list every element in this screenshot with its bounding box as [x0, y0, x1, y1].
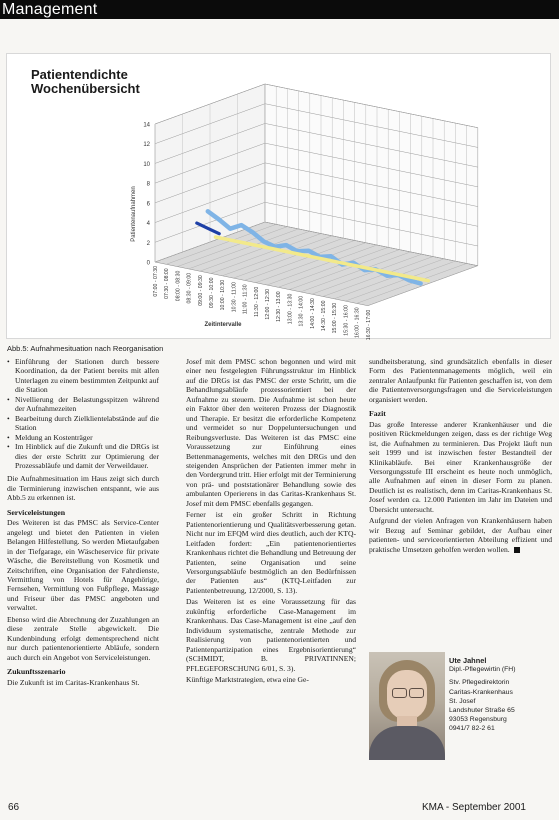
paragraph — [369, 516, 552, 554]
paragraph: Künftige Marktstrategien, etwa eine Ge- — [186, 674, 309, 684]
x-tick-label: 12:00 - 12:30 — [265, 289, 271, 320]
paragraph: Josef mit dem PMSC schon begonnen und wird mit einer neu festgelegten Führungsstruktur im Hinblick auf die DRGs ist das PMSC der erste Schritt, um die Behandlungsabläufe prozessorientiert bei der Aufnahme zu steuern. Die Aufnahme ist schon heute ein Faktor über den weiteren Prozess der Diagnostik und Therapie. Er besitzt die erforderliche Kompetenz und vermeidet so nur Doppeluntersuchungen und Reibungsverluste. Das Weiteren ist das PMSC eine Voraussetzung zur Einführung eines Bettenmanagements, welches mit den DRGs und den steigenden Ansprüchen der Patienten immer mehr in den Vordergrund tritt. Hier erfolgt mit der Terminierung von prä- und poststationärer Behandlung sowie des ambulanten Operierens in das Caritas-Krankenhaus St. Josef mit dem PMSC ebenfalls gegangen. — [186, 357, 356, 508]
chart-figure — [6, 53, 551, 339]
bullet-item: • Bearbeitung durch Zielklientelabstände auf die Station — [7, 414, 159, 433]
y-tick-label: 10 — [143, 161, 150, 168]
x-tick-label: 14:00 - 14:30 — [309, 298, 316, 329]
paragraph: Das große Interesse anderer Krankenhäuser und die positiven Rückmeldungen zeigen, dass es der richtige Weg ist, die Aufnahmen zu terminieren. Das Projekt läuft nun seit 1999 und ist inzwischen fester Bestandteil der Klinikabläufe. Bei einer Krankenhausgröße der Versorgungsstufe III erscheint es heute noch unmöglich, alle Aufnahmen auf einen in dieser Form zu planen. Deutlich ist es realistisch, denn im Caritas-Krankenhaus St. Josef werden ca. 12.000 Patienten im Jahr im Dateien und Übersicht untersucht. — [369, 419, 552, 514]
paragraph-text: Aufgrund der vielen Anfragen von Krankenhäusern haben wir Bezug auf Seminar gebildet, der Aufbau einer patienten- und serviceorientierten Abteilung effizient und praktische Umsetzen geholfen werden wollen. — [369, 516, 552, 554]
paragraph: Die Zukunft ist im Caritas-Krankenhaus St. — [7, 677, 140, 687]
x-tick-label: 11:30 - 12:00 — [253, 286, 260, 317]
y-axis-title: Patientenaufnahmen — [131, 186, 137, 242]
y-tick-label: 12 — [143, 142, 150, 149]
author-line: 93053 Regensburg — [449, 716, 507, 724]
paragraph: sundheitsberatung, sind grundsätzlich ebenfalls in dieser Form des Patientenmanagements möglich, weil ein zentraler Anlaufpunkt für Patienten geschaffen ist, von dem die Patientenversorgungsfragen und die Serviceleistungen organisiert werden. — [369, 357, 552, 404]
x-tick-label: 16:30 - 17:00 — [365, 309, 372, 340]
paragraph: Das Weiteren ist es eine Voraussetzung für das zukünftig erforderliche Case-Management im Krankenhaus. Das Case-Management ist eine „auf den Individuum systematische, zentrale Methode zur Realisierung von patientenorientierten und Patientenpartizipation eines Ergebnisorientierung“ (SCHMIDT, B. PRIVATINNEN; PFLEGEFORSCHUNG 6/01, S. 3). — [186, 597, 356, 673]
bullet-list — [7, 357, 159, 470]
x-tick-label: 08:30 - 09:00 — [186, 272, 193, 304]
x-axis-title: Zeitintervalle — [204, 322, 242, 328]
author-line: Landshuter Straße 65 — [449, 707, 515, 715]
y-tick-label: 2 — [146, 240, 150, 247]
y-tick-label: 14 — [143, 122, 150, 129]
author-line: Stv. Pflegedirektorin — [449, 679, 510, 687]
bullet-item: • Meldung an Kostenträger — [7, 433, 159, 442]
chart-title: Patientendichte Wochenübersicht — [31, 67, 140, 96]
x-tick-label: 07:30 - 08:00 — [164, 268, 171, 299]
x-tick-label: 15:30 - 16:00 — [343, 305, 350, 336]
section-heading: Zukunftsszenario — [7, 667, 66, 677]
paragraph: Ebenso wird die Abrechnung der Zuzahlungen an diese zentrale Stelle abgewickelt. Die Kundenbindung erfolgt dementsprechend nicht nur durch patientenorientierte Abläufe, sondern auch durch ein Angebot von Serviceleistungen. — [7, 614, 159, 662]
author-photo — [369, 652, 445, 760]
author-box — [369, 652, 552, 762]
x-tick-label: 14:30 - 15:00 — [321, 300, 327, 332]
journal-footer: KMA - September 2001 — [422, 802, 526, 813]
page-number: 66 — [8, 802, 20, 813]
column-2 — [186, 357, 356, 686]
x-tick-label: 12:30 - 13:00 — [276, 291, 283, 322]
end-mark-icon — [514, 547, 520, 553]
x-tick-label: 10:30 - 11:00 — [231, 282, 238, 313]
author-role: Dipl.-Pflegewirtin (FH) — [449, 666, 516, 674]
chart-area — [7, 54, 552, 340]
author-info — [449, 656, 552, 734]
x-tick-label: 13:00 - 13:30 — [287, 293, 294, 325]
section-heading: Serviceleistungen — [7, 507, 66, 517]
column-3 — [369, 357, 552, 556]
figure-caption: Abb.5: Aufnahmesituation nach Reorganisation — [7, 344, 164, 353]
author-line: St. Josef — [449, 697, 476, 705]
author-line: Caritas-Krankenhaus — [449, 688, 513, 696]
section-header: Management — [0, 0, 559, 19]
paragraph: Ferner ist ein großer Schritt in Richtung Patientenorientierung und Qualitätsverbesserung getan. Nicht nur im EFQM wird dies deutlich, auch der KTQ-Leitfaden fordert: „Ein patientenorientiertes Krankenhaus richtet die Behandlung und Betreuung der Patienten, seine Organisation und seine Versorgungsabläufe bestmöglich an den Bedürfnissen der Patienten aus“ (KTQ-Leitfaden zur Patientenbetreuung, 12/2000, S. 13). — [186, 510, 356, 595]
x-tick-label: 07:00 - 07:30 — [153, 266, 159, 297]
author-line: 0941/7 82-2 61 — [449, 725, 495, 733]
author-name: Ute Jahnel — [449, 656, 487, 665]
x-tick-label: 16:00 - 16:30 — [354, 307, 361, 338]
x-tick-label: 08:00 - 08:30 — [175, 270, 182, 302]
bullet-item: • Im Hinblick auf die Zukunft und die DRGs ist dies der erste Schritt zur Optimierung der Prozessabläufe und damit der Verweildauer. — [7, 442, 159, 470]
y-tick-label: 8 — [146, 181, 150, 188]
x-tick-label: 13:30 - 14:00 — [298, 295, 305, 327]
x-tick-label: 09:30 - 10:00 — [209, 277, 215, 309]
paragraph: Die Aufnahmesituation im Haus zeigt sich durch die Terminierung inzwischen entspannt, wie aus Abb.5 zu erkennen ist. — [7, 474, 159, 503]
bullet-item: • Nivellierung der Belastungsspitzen während der Aufnahmezeiten — [7, 395, 159, 414]
x-tick-label: 09:00 - 09:30 — [197, 275, 204, 306]
paragraph: Des Weiteren ist das PMSC als Service-Center angelegt und bietet den Patienten in vielen Belangen Hilfestellung. So werden Mietaufgaben in der Tiefgarage, ein Wäscheservice für private Wäsche, die Bereitstellung von Kosmetik und Zeitschriften, eine Organisation der Fahrdienste, Vermittlung von Hotels für Angehörige, Fernsehen, Vermittlung von Fußpflege, Massage und Friseur über das PMSC angeboten und verwaltet. — [7, 518, 159, 613]
x-tick-label: 15:00 - 15:30 — [332, 302, 339, 334]
bullet-item: • Einführung der Stationen durch bessere Koordination, da der Patient bereits mit allen Unterlagen zu einem bestimmten Zeitpunkt auf die Station — [7, 357, 159, 395]
y-tick-label: 6 — [146, 201, 150, 208]
x-tick-label: 11:00 - 11:30 — [242, 284, 249, 315]
y-tick-label: 4 — [146, 221, 150, 228]
section-heading: Fazit — [369, 409, 386, 419]
x-tick-label: 10:00 - 10:30 — [220, 279, 227, 311]
y-tick-label: 0 — [146, 260, 150, 267]
column-1 — [7, 357, 159, 689]
